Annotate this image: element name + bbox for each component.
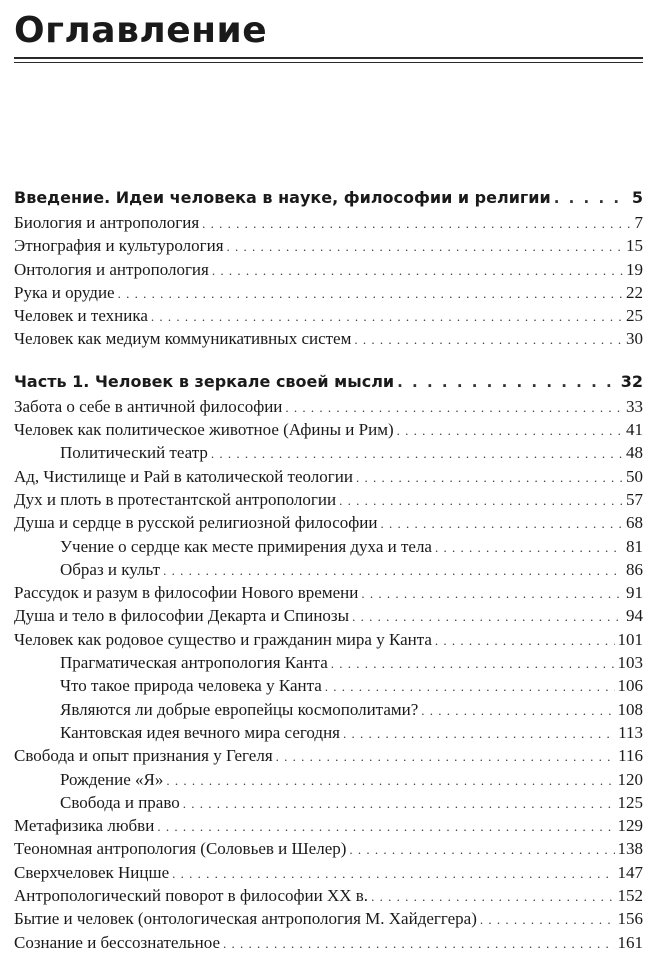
toc-entry-title: Образ и культ [60, 559, 161, 579]
toc-entry[interactable] [14, 211, 643, 234]
toc-section-title: Часть 1. Человек в зеркале своей мысли [14, 371, 395, 391]
dot-leader [183, 792, 615, 815]
toc-subentry[interactable] [14, 558, 643, 581]
toc-entry-title: Ад, Чистилище и Рай в католической теологии [14, 466, 353, 486]
toc-entry[interactable] [14, 511, 643, 534]
dot-leader [325, 675, 615, 698]
toc-entry-title: Являются ли добрые европейцы космополитами? [60, 699, 419, 719]
toc-entry[interactable] [14, 258, 643, 281]
toc-subentry[interactable] [14, 441, 643, 464]
toc-entry-page: 81 [626, 536, 643, 556]
toc-entry-page: 25 [626, 306, 643, 326]
toc-entry-title: Сверхчеловек Ницше [14, 862, 170, 882]
toc-entry-title: Сознание и бессознательное [14, 932, 221, 952]
toc-entry-title: Забота о себе в античной философии [14, 396, 283, 416]
toc-entry-page: 50 [626, 466, 643, 486]
toc-entry-page: 156 [617, 909, 643, 929]
toc-entry-page: 30 [626, 329, 643, 349]
toc-entry-title: Метафизика любви [14, 816, 155, 836]
dot-leader [480, 908, 615, 931]
toc-entry-page: 161 [617, 932, 643, 952]
toc-entry-title: Дух и плоть в протестантской антропологии [14, 489, 337, 509]
dot-leader [212, 259, 623, 282]
toc-entry[interactable] [14, 581, 643, 604]
toc-entry-title: Человек как медиум коммуникативных систем [14, 329, 352, 349]
toc-entry[interactable] [14, 488, 643, 511]
dot-leader [223, 932, 614, 955]
dot-leader [352, 605, 623, 628]
toc-entry-title: Свобода и право [60, 792, 180, 812]
dot-leader [339, 489, 623, 512]
toc-section-title: Введение. Идеи человека в науке, философии и религии [14, 188, 551, 207]
toc-subentry[interactable] [14, 791, 643, 814]
dot-leader [397, 369, 618, 395]
toc-entry[interactable] [14, 418, 643, 441]
toc-entry-page: 101 [617, 629, 643, 649]
toc-entry-page: 68 [626, 513, 643, 533]
toc-entry-title: Рассудок и разум в философии Нового времени [14, 583, 359, 603]
toc-section-part1[interactable] [14, 369, 643, 395]
toc-entry-title: Что такое природа человека у Канта [60, 676, 322, 696]
toc-entry[interactable] [14, 907, 643, 930]
toc-entry-page: 33 [626, 396, 643, 416]
dot-leader [166, 769, 614, 792]
toc-entry[interactable] [14, 837, 643, 860]
dot-leader [349, 838, 614, 861]
toc-entry-title: Кантовская идея вечного мира сегодня [60, 722, 340, 742]
page-title: Оглавление [14, 10, 268, 51]
toc-section-page: 32 [620, 371, 643, 391]
toc-subentry[interactable] [14, 768, 643, 791]
dot-leader [151, 305, 623, 328]
toc-entry-page: 138 [617, 839, 643, 859]
dot-leader [343, 722, 615, 745]
toc-entry-page: 120 [617, 769, 643, 789]
toc-entry-title: Душа и тело в философии Декарта и Спинозы [14, 606, 350, 626]
toc-entry[interactable] [14, 395, 643, 418]
toc-entry-title: Биология и антропология [14, 213, 200, 232]
dot-leader [172, 862, 614, 885]
toc-entry-title: Человек как политическое животное (Афины и Рим) [14, 420, 394, 440]
toc-entry-title: Прагматическая антропология Канта [60, 653, 328, 673]
toc-entry[interactable] [14, 814, 643, 837]
dot-leader [380, 512, 623, 535]
dot-leader [397, 419, 623, 442]
toc-entry-page: 147 [617, 862, 643, 882]
dot-leader [421, 699, 614, 722]
toc-entry-page: 15 [626, 236, 643, 256]
toc-subentry[interactable] [14, 535, 643, 558]
toc-entry-title: Теономная антропология (Соловьев и Шелер) [14, 839, 347, 859]
toc-entry-title: Антропологический поворот в философии XX в. [14, 886, 369, 906]
title-rule-thin [14, 62, 643, 63]
toc-entry-page: 108 [617, 699, 643, 719]
toc-entry-page: 94 [626, 606, 643, 626]
section-spacer [14, 351, 643, 369]
toc-entry[interactable] [14, 234, 643, 257]
toc-entry[interactable] [14, 604, 643, 627]
toc-entry-page: 152 [617, 886, 643, 906]
dot-leader [163, 559, 623, 582]
toc-entry-page: 57 [626, 489, 643, 509]
toc-entry-page: 113 [618, 722, 643, 742]
dot-leader [276, 745, 615, 768]
toc-entry[interactable] [14, 628, 643, 651]
dot-leader [554, 185, 629, 211]
dot-leader [371, 885, 614, 908]
toc-entry[interactable] [14, 281, 643, 304]
toc-entry-title: Человек и техника [14, 306, 148, 326]
toc-entry-page: 116 [618, 746, 643, 766]
toc-entry-page: 125 [617, 792, 643, 812]
dot-leader [356, 466, 623, 489]
toc-entry-title: Политический театр [60, 443, 208, 463]
dot-leader [227, 235, 623, 258]
toc-entry[interactable] [14, 744, 643, 767]
toc-entry[interactable] [14, 465, 643, 488]
toc-entry-title: Этнография и культурология [14, 236, 224, 256]
toc-entry-title: Бытие и человек (онтологическая антропология М. Хайдеггера) [14, 909, 477, 929]
toc-entry[interactable] [14, 884, 643, 907]
toc-entry-page: 129 [617, 816, 643, 836]
dot-leader [331, 652, 615, 675]
toc-entry-title: Человек как родовое существо и гражданин мира у Канта [14, 629, 432, 649]
dot-leader [202, 212, 631, 235]
title-rule-thick [14, 57, 643, 59]
toc-section-page: 5 [631, 188, 643, 207]
toc-entry-page: 41 [626, 420, 643, 440]
toc-entry[interactable] [14, 861, 643, 884]
toc-section-intro[interactable] [14, 185, 643, 211]
toc-entry-page: 91 [626, 583, 643, 603]
dot-leader [435, 536, 623, 559]
toc-subentry[interactable] [14, 721, 643, 744]
toc-subentry[interactable] [14, 698, 643, 721]
toc-entry-title: Душа и сердце в русской религиозной философии [14, 513, 378, 533]
toc-entry-page: 106 [617, 676, 643, 696]
toc-entry-title: Свобода и опыт признания у Гегеля [14, 746, 273, 766]
toc-entry-page: 48 [626, 443, 643, 463]
table-of-contents [14, 185, 643, 954]
toc-entry-title: Учение о сердце как месте примирения духа и тела [60, 536, 432, 556]
toc-entry-title: Онтология и антропология [14, 259, 209, 279]
toc-subentry[interactable] [14, 674, 643, 697]
toc-entry-title: Рука и орудие [14, 282, 115, 302]
toc-entry-page: 22 [626, 282, 643, 302]
dot-leader [157, 815, 614, 838]
dot-leader [118, 282, 623, 305]
dot-leader [435, 629, 615, 652]
dot-leader [211, 442, 623, 465]
toc-entry-page: 103 [617, 653, 643, 673]
toc-entry[interactable] [14, 304, 643, 327]
dot-leader [354, 328, 623, 351]
toc-entry[interactable] [14, 931, 643, 954]
toc-entry-page: 86 [626, 559, 643, 579]
toc-entry-page: 19 [626, 259, 643, 279]
dot-leader [285, 396, 623, 419]
toc-entry[interactable] [14, 327, 643, 350]
toc-entry-page: 7 [634, 213, 643, 232]
toc-subentry[interactable] [14, 651, 643, 674]
toc-entry-title: Рождение «Я» [60, 769, 164, 789]
dot-leader [361, 582, 623, 605]
